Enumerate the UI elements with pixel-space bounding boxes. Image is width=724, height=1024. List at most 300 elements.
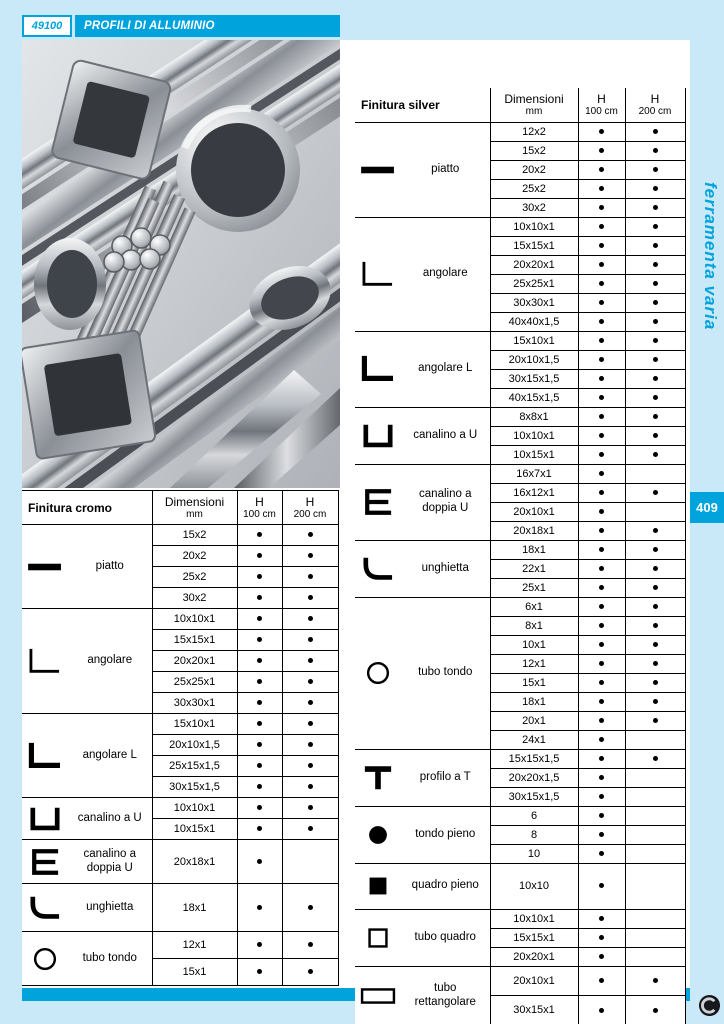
profile-label: canalino a doppia U — [419, 488, 472, 514]
availability-dot — [308, 742, 313, 747]
dimension-cell: 10x10x1 — [152, 609, 237, 630]
dimension-cell: 15x2 — [152, 525, 237, 546]
availability-dot — [653, 357, 658, 362]
availability-dot — [257, 784, 262, 789]
availability-dot — [599, 935, 604, 940]
profile-cell — [355, 407, 490, 464]
availability-dot — [653, 338, 658, 343]
availability-dot — [653, 414, 658, 419]
h200-cell — [625, 768, 685, 787]
h100-cell — [578, 141, 625, 160]
profile-label: tubo tondo — [82, 951, 137, 964]
availability-dot — [308, 553, 313, 558]
h200-cell — [625, 909, 685, 928]
h100-cell — [578, 825, 625, 844]
h100-cell — [578, 692, 625, 711]
availability-dot — [599, 414, 604, 419]
table-row — [355, 806, 685, 825]
dimension-cell: 20x10x1,5 — [490, 350, 578, 369]
h200-cell — [625, 654, 685, 673]
h200-cell — [625, 825, 685, 844]
availability-dot — [653, 167, 658, 172]
availability-dot — [653, 319, 658, 324]
piatto-icon — [355, 155, 401, 185]
h100-cell — [578, 616, 625, 635]
availability-dot — [653, 604, 658, 609]
h200-cell — [282, 609, 338, 630]
h200-cell — [625, 255, 685, 274]
dimension-cell: 25x2 — [152, 567, 237, 588]
availability-dot — [308, 679, 313, 684]
col-header-dimensions-label: Dimensioni — [164, 495, 225, 509]
availability-dot — [308, 595, 313, 600]
availability-dot — [599, 490, 604, 495]
h200-cell — [625, 331, 685, 350]
h200-cell — [625, 711, 685, 730]
h100-cell — [578, 787, 625, 806]
availability-dot — [599, 566, 604, 571]
availability-dot — [257, 942, 262, 947]
availability-dot — [599, 623, 604, 628]
availability-dot — [257, 826, 262, 831]
dimension-cell: 15x2 — [490, 141, 578, 160]
dimension-cell: 20x10x1 — [490, 502, 578, 521]
availability-dot — [653, 262, 658, 267]
dimension-cell: 10x15x1 — [490, 445, 578, 464]
h200-cell — [282, 672, 338, 693]
unghietta-icon — [22, 893, 68, 923]
dimension-cell: 25x25x1 — [490, 274, 578, 293]
dimension-cell: 18x1 — [490, 540, 578, 559]
h200-cell — [282, 959, 338, 986]
profile-label: piatto — [95, 559, 124, 572]
availability-dot — [653, 243, 658, 248]
dimension-cell: 15x1 — [490, 673, 578, 692]
h200-cell — [625, 947, 685, 966]
dimension-cell: 30x15x1,5 — [490, 787, 578, 806]
profile-label: tondo pieno — [415, 827, 476, 840]
availability-dot — [308, 826, 313, 831]
dimension-cell: 8x1 — [490, 616, 578, 635]
profile-label: canalino a U — [77, 811, 142, 824]
h200-cell — [625, 521, 685, 540]
dimension-cell: 10x10x1 — [490, 426, 578, 445]
dimension-cell: 20x2 — [152, 546, 237, 567]
h200-cell — [282, 567, 338, 588]
h100-cell — [578, 426, 625, 445]
h100-cell — [578, 179, 625, 198]
availability-dot — [599, 642, 604, 647]
availability-dot — [599, 699, 604, 704]
dimension-cell: 6 — [490, 806, 578, 825]
h100-cell — [237, 884, 282, 932]
availability-dot — [308, 532, 313, 537]
table-row — [22, 609, 338, 630]
page-number-tab — [690, 492, 724, 523]
col-header-dimensions — [490, 88, 578, 122]
dimension-cell: 8x8x1 — [490, 407, 578, 426]
profile-label: tubo rettangolare — [414, 981, 476, 1008]
profile-label: tubo quadro — [414, 930, 476, 943]
h200-cell — [625, 806, 685, 825]
h200-cell — [282, 819, 338, 840]
h100-cell — [578, 559, 625, 578]
h200-cell — [282, 932, 338, 959]
h100-cell — [237, 798, 282, 819]
h100-cell — [578, 388, 625, 407]
finish-table-grid-cromo — [22, 490, 339, 986]
dimension-cell: 12x1 — [152, 932, 237, 959]
h100-cell — [578, 711, 625, 730]
h100-cell — [578, 909, 625, 928]
profile-label: unghietta — [86, 900, 134, 913]
h100-cell — [578, 483, 625, 502]
availability-dot — [308, 637, 313, 642]
col-header-h200-cm-label: 200 cm — [638, 106, 672, 118]
dimension-cell: 12x1 — [490, 654, 578, 673]
h200-cell — [282, 714, 338, 735]
h100-cell — [237, 693, 282, 714]
publisher-logo — [698, 994, 721, 1017]
dimension-cell: 22x1 — [490, 559, 578, 578]
availability-dot — [599, 395, 604, 400]
profile-label: angolare L — [82, 748, 137, 761]
availability-dot — [599, 775, 604, 780]
availability-dot — [599, 718, 604, 723]
publisher-logo-icon — [698, 994, 721, 1017]
availability-dot — [308, 721, 313, 726]
availability-dot — [257, 763, 262, 768]
tubo-tondo-icon — [355, 658, 401, 688]
h200-cell — [625, 426, 685, 445]
availability-dot — [599, 680, 604, 685]
availability-dot — [653, 978, 658, 983]
table-row — [22, 798, 338, 819]
table-row — [355, 464, 685, 483]
dimension-cell: 15x10x1 — [152, 714, 237, 735]
availability-dot — [308, 700, 313, 705]
availability-dot — [257, 905, 262, 910]
col-header-h100-cm-label: 100 cm — [585, 106, 618, 118]
h200-cell — [625, 928, 685, 947]
h200-cell — [625, 597, 685, 616]
availability-dot — [308, 969, 313, 974]
h100-cell — [237, 840, 282, 884]
profile-label: tubo tondo — [418, 666, 473, 679]
h200-cell — [625, 844, 685, 863]
section-side-label: ferramenta varia — [701, 182, 720, 331]
h200-cell — [625, 388, 685, 407]
availability-dot — [599, 509, 604, 514]
dimension-cell: 30x15x1,5 — [490, 369, 578, 388]
header-row — [355, 88, 685, 122]
h200-cell — [282, 798, 338, 819]
tubo-rettangolare-icon — [355, 981, 401, 1011]
h200-cell — [625, 464, 685, 483]
availability-dot — [653, 756, 658, 761]
tubo-quadro-icon — [355, 923, 401, 953]
h100-cell — [237, 609, 282, 630]
col-header-h100 — [578, 88, 625, 122]
h200-cell — [282, 630, 338, 651]
availability-dot — [308, 942, 313, 947]
availability-dot — [599, 205, 604, 210]
h100-cell — [578, 730, 625, 749]
h100-cell — [578, 236, 625, 255]
availability-dot — [257, 805, 262, 810]
table-row — [355, 749, 685, 768]
h200-cell — [625, 179, 685, 198]
dimension-cell: 15x15x1 — [490, 928, 578, 947]
dimension-cell: 15x15x1,5 — [490, 749, 578, 768]
page-title: PROFILI DI ALLUMINIO — [84, 20, 215, 32]
h200-cell — [625, 198, 685, 217]
h200-cell — [625, 350, 685, 369]
col-header-dimensions — [152, 491, 237, 525]
dimension-cell: 25x2 — [490, 179, 578, 198]
availability-dot — [599, 148, 604, 153]
profile-cell — [22, 884, 152, 932]
angolare-l-icon — [355, 354, 401, 384]
table-row — [355, 863, 685, 909]
availability-dot — [599, 129, 604, 134]
availability-dot — [653, 376, 658, 381]
h100-cell — [578, 464, 625, 483]
availability-dot — [599, 883, 604, 888]
availability-dot — [257, 595, 262, 600]
table-row — [22, 884, 338, 932]
dimension-cell: 20x20x1 — [490, 255, 578, 274]
table-row — [355, 966, 685, 996]
availability-dot — [599, 1008, 604, 1013]
availability-dot — [599, 604, 604, 609]
availability-dot — [308, 658, 313, 663]
h200-cell — [625, 312, 685, 331]
unghietta-icon — [355, 554, 401, 584]
availability-dot — [308, 905, 313, 910]
h100-cell — [237, 819, 282, 840]
availability-dot — [599, 300, 604, 305]
availability-dot — [653, 547, 658, 552]
h100-cell — [578, 768, 625, 787]
availability-dot — [599, 794, 604, 799]
availability-dot — [653, 395, 658, 400]
availability-dot — [653, 699, 658, 704]
h100-cell — [578, 966, 625, 996]
availability-dot — [257, 700, 262, 705]
availability-dot — [257, 679, 262, 684]
profile-label: canalino a U — [413, 428, 478, 441]
table-row — [22, 714, 338, 735]
availability-dot — [599, 813, 604, 818]
h200-cell — [282, 693, 338, 714]
product-photo — [22, 40, 340, 488]
profile-cell — [355, 863, 490, 909]
dimension-cell: 10x10 — [490, 863, 578, 909]
availability-dot — [653, 300, 658, 305]
h100-cell — [578, 540, 625, 559]
h200-cell — [282, 588, 338, 609]
table-row — [22, 932, 338, 959]
table-title: Finitura silver — [355, 88, 490, 122]
h100-cell — [578, 331, 625, 350]
availability-dot — [599, 471, 604, 476]
dimension-cell: 20x10x1 — [490, 966, 578, 996]
col-header-h200 — [282, 491, 338, 525]
dimension-cell: 10 — [490, 844, 578, 863]
table-title: Finitura cromo — [22, 491, 152, 525]
availability-dot — [653, 623, 658, 628]
dimension-cell: 18x1 — [490, 692, 578, 711]
availability-dot — [599, 433, 604, 438]
col-header-h200-h-label: H — [650, 92, 660, 107]
h100-cell — [578, 996, 625, 1024]
dimension-cell: 10x10x1 — [152, 798, 237, 819]
dimension-cell: 25x15x1,5 — [152, 756, 237, 777]
profile-cell — [22, 609, 152, 714]
h200-cell — [625, 160, 685, 179]
h100-cell — [578, 274, 625, 293]
dimension-cell: 20x20x1 — [490, 947, 578, 966]
profilo-a-t-icon — [355, 763, 401, 793]
article-code-box — [22, 15, 72, 37]
h100-cell — [237, 567, 282, 588]
h200-cell — [625, 445, 685, 464]
availability-dot — [257, 859, 262, 864]
profile-label: angolare — [422, 267, 468, 280]
tubo-tondo-icon — [22, 944, 68, 974]
tondo-pieno-icon — [355, 820, 401, 850]
profile-cell — [22, 798, 152, 840]
h200-cell — [625, 502, 685, 521]
angolare-l-icon — [22, 741, 68, 771]
dimension-cell: 25x1 — [490, 578, 578, 597]
dimension-cell: 15x10x1 — [490, 331, 578, 350]
table-row — [355, 331, 685, 350]
profile-label: canalino a doppia U — [83, 847, 136, 874]
h200-cell — [625, 559, 685, 578]
availability-dot — [653, 224, 658, 229]
dimension-cell: 10x1 — [490, 635, 578, 654]
availability-dot — [599, 262, 604, 267]
h200-cell — [625, 996, 685, 1024]
h100-cell — [578, 445, 625, 464]
h100-cell — [578, 597, 625, 616]
h100-cell — [578, 863, 625, 909]
h100-cell — [578, 673, 625, 692]
h100-cell — [578, 122, 625, 141]
table-row — [355, 407, 685, 426]
availability-dot — [308, 574, 313, 579]
h100-cell — [578, 369, 625, 388]
profile-cell — [355, 597, 490, 749]
h200-cell — [625, 540, 685, 559]
col-header-h100-h-label: H — [597, 92, 606, 107]
h200-cell — [282, 735, 338, 756]
profile-cell — [355, 464, 490, 540]
h200-cell — [625, 787, 685, 806]
h100-cell — [237, 714, 282, 735]
availability-dot — [653, 528, 658, 533]
availability-dot — [599, 851, 604, 856]
h200-cell — [282, 756, 338, 777]
h100-cell — [237, 651, 282, 672]
availability-dot — [653, 642, 658, 647]
availability-dot — [653, 281, 658, 286]
h100-cell — [578, 806, 625, 825]
availability-dot — [653, 680, 658, 685]
h200-cell — [625, 483, 685, 502]
profile-cell — [355, 909, 490, 966]
profile-cell — [22, 714, 152, 798]
h100-cell — [237, 630, 282, 651]
h100-cell — [578, 217, 625, 236]
dimension-cell: 30x2 — [490, 198, 578, 217]
h200-cell — [625, 863, 685, 909]
availability-dot — [308, 805, 313, 810]
availability-dot — [599, 319, 604, 324]
col-header-h200-cm-label: 200 cm — [293, 509, 327, 520]
dimension-cell: 20x2 — [490, 160, 578, 179]
dimension-cell: 20x18x1 — [152, 840, 237, 884]
profile-label: profilo a T — [419, 770, 471, 783]
page-title-bar — [75, 15, 340, 37]
availability-dot — [653, 490, 658, 495]
h100-cell — [237, 777, 282, 798]
dimension-cell: 24x1 — [490, 730, 578, 749]
angolare-icon — [355, 259, 401, 289]
h200-cell — [282, 546, 338, 567]
h100-cell — [578, 844, 625, 863]
h200-cell — [625, 966, 685, 996]
availability-dot — [599, 243, 604, 248]
dimension-cell: 15x1 — [152, 959, 237, 986]
availability-dot — [653, 148, 658, 153]
h200-cell — [282, 777, 338, 798]
availability-dot — [599, 167, 604, 172]
h100-cell — [578, 521, 625, 540]
table-row — [355, 217, 685, 236]
h100-cell — [578, 255, 625, 274]
availability-dot — [257, 969, 262, 974]
h100-cell — [578, 947, 625, 966]
dimension-cell: 10x10x1 — [490, 909, 578, 928]
dimension-cell: 30x15x1 — [490, 996, 578, 1024]
availability-dot — [599, 186, 604, 191]
h200-cell — [625, 616, 685, 635]
col-header-dimensions-unit: mm — [186, 509, 203, 520]
profile-label: angolare L — [418, 362, 473, 375]
finish-table-silver — [355, 88, 685, 1024]
availability-dot — [257, 658, 262, 663]
canalino-a-u-icon — [355, 421, 401, 451]
angolare-icon — [22, 646, 68, 676]
availability-dot — [257, 721, 262, 726]
dimension-cell: 18x1 — [152, 884, 237, 932]
dimension-cell: 12x2 — [490, 122, 578, 141]
profile-cell — [22, 932, 152, 986]
h200-cell — [625, 635, 685, 654]
h100-cell — [237, 735, 282, 756]
profile-label: unghietta — [421, 561, 469, 574]
dimension-cell: 40x15x1,5 — [490, 388, 578, 407]
h100-cell — [237, 756, 282, 777]
availability-dot — [599, 281, 604, 286]
header-row — [22, 491, 338, 525]
availability-dot — [599, 357, 604, 362]
dimension-cell: 30x15x1,5 — [152, 777, 237, 798]
availability-dot — [599, 661, 604, 666]
